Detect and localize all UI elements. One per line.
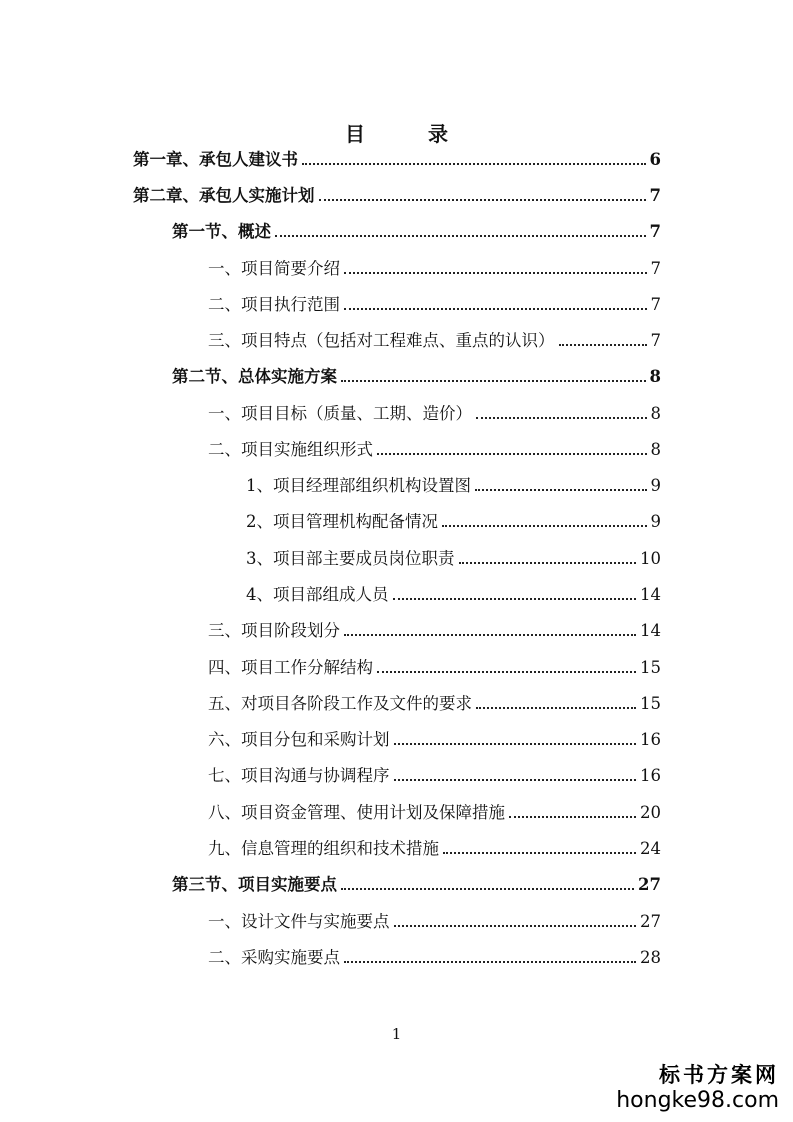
toc-leader-dots: [394, 779, 637, 781]
toc-leader-dots: [341, 380, 646, 382]
toc-entry[interactable]: [208, 293, 661, 317]
toc-entry-page: 7: [649, 222, 661, 241]
toc-leader-dots: [443, 852, 636, 854]
toc-entry-label: 七、项目沟通与协调程序: [208, 766, 390, 785]
toc-entry[interactable]: [208, 837, 661, 861]
toc-leader-dots: [459, 562, 637, 564]
toc-leader-dots: [377, 453, 647, 455]
toc-entry-page: 8: [650, 404, 661, 423]
toc-leader-dots: [394, 925, 637, 927]
toc-leader-dots: [319, 199, 646, 201]
toc-entry-label: 一、项目目标（质量、工期、造价）: [208, 404, 472, 423]
toc-entry-page: 9: [650, 512, 661, 531]
toc-entry-page: 8: [650, 440, 661, 459]
watermark-name: 标书方案网: [659, 1062, 779, 1087]
toc-entry-label: 一、设计文件与实施要点: [208, 912, 390, 931]
toc-entry[interactable]: [246, 510, 661, 534]
toc-entry-page: 15: [640, 694, 661, 713]
toc-title: 目 录: [345, 122, 476, 146]
toc-entry-label: 九、信息管理的组织和技术措施: [208, 839, 439, 858]
toc-entry[interactable]: [208, 619, 661, 643]
toc-entry[interactable]: [208, 656, 661, 680]
toc-leader-dots: [344, 961, 636, 963]
toc-entry-page: 20: [640, 803, 661, 822]
toc-leader-dots: [442, 525, 647, 527]
toc-entry-page: 16: [640, 766, 661, 785]
toc-entry-label: 八、项目资金管理、使用计划及保障措施: [208, 803, 505, 822]
toc-entry-label: 二、采购实施要点: [208, 948, 340, 967]
page-number: 1: [391, 1025, 402, 1043]
toc-entry-label: 六、项目分包和采购计划: [208, 730, 390, 749]
toc-entry-label: 一、项目简要介绍: [208, 259, 340, 278]
toc-leader-dots: [302, 163, 646, 165]
toc-leader-dots: [344, 634, 636, 636]
toc-entry[interactable]: [246, 547, 661, 571]
toc-entry-page: 16: [640, 730, 661, 749]
toc-entry[interactable]: [246, 474, 661, 498]
toc-entry-label: 第一节、概述: [172, 222, 271, 241]
toc-entry-label: 3、项目部主要成员岗位职责: [246, 549, 455, 568]
toc-entry[interactable]: [208, 329, 661, 353]
toc-leader-dots: [559, 344, 647, 346]
toc-entry[interactable]: [172, 873, 661, 897]
toc-leader-dots: [475, 489, 647, 491]
toc-entry-label: 四、项目工作分解结构: [208, 658, 373, 677]
toc-entry-page: 6: [649, 150, 661, 169]
toc-entry-page: 9: [650, 476, 661, 495]
watermark-logo: [616, 1062, 779, 1114]
toc-entry-page: 14: [640, 621, 661, 640]
toc-leader-dots: [341, 888, 634, 890]
toc-entry[interactable]: [208, 257, 661, 281]
toc-entry[interactable]: [246, 583, 661, 607]
toc-leader-dots: [476, 417, 647, 419]
toc-entry-page: 7: [650, 259, 661, 278]
toc-leader-dots: [344, 308, 647, 310]
toc-entry-page: 24: [640, 839, 661, 858]
toc-entry[interactable]: [172, 365, 661, 389]
toc-entry[interactable]: [208, 946, 661, 970]
toc-entry[interactable]: [208, 728, 661, 752]
toc-entry-page: 10: [640, 549, 661, 568]
toc-entry-label: 二、项目实施组织形式: [208, 440, 373, 459]
toc-entry[interactable]: [208, 801, 661, 825]
toc-entry[interactable]: [208, 764, 661, 788]
toc-entry-page: 15: [640, 658, 661, 677]
toc-entry-page: 27: [638, 875, 661, 894]
toc-leader-dots: [476, 707, 636, 709]
toc-entry[interactable]: [172, 220, 661, 244]
toc-entry-label: 五、对项目各阶段工作及文件的要求: [208, 694, 472, 713]
toc-leader-dots: [344, 272, 647, 274]
toc-leader-dots: [393, 598, 637, 600]
toc-entry-label: 4、项目部组成人员: [246, 585, 389, 604]
toc-leader-dots: [377, 671, 636, 673]
toc-leader-dots: [394, 743, 637, 745]
toc-entry-label: 三、项目阶段划分: [208, 621, 340, 640]
toc-entry-label: 第一章、承包人建议书: [133, 150, 298, 169]
toc-entry-label: 1、项目经理部组织机构设置图: [246, 476, 471, 495]
toc-entry-label: 第二节、总体实施方案: [172, 367, 337, 386]
watermark-url: hongke98.com: [616, 1088, 779, 1113]
toc-entry-label: 第三节、项目实施要点: [172, 875, 337, 894]
toc-entry[interactable]: [208, 438, 661, 462]
toc-entry[interactable]: [208, 692, 661, 716]
toc-entry-label: 三、项目特点（包括对工程难点、重点的认识）: [208, 331, 555, 350]
toc-leader-dots: [275, 235, 646, 237]
toc-entry[interactable]: [133, 184, 661, 208]
toc-entry-page: 14: [640, 585, 661, 604]
toc-entry[interactable]: [208, 402, 661, 426]
toc-entry-page: 7: [650, 295, 661, 314]
toc-entry-label: 二、项目执行范围: [208, 295, 340, 314]
toc-entry-label: 第二章、承包人实施计划: [133, 186, 315, 205]
toc-entry-label: 2、项目管理机构配备情况: [246, 512, 438, 531]
toc-entry-page: 28: [640, 948, 661, 967]
toc-entry-page: 7: [649, 186, 661, 205]
toc-leader-dots: [509, 816, 636, 818]
toc-entry-page: 8: [649, 367, 661, 386]
toc-entry-page: 27: [640, 912, 661, 931]
toc-entry[interactable]: [133, 148, 661, 172]
toc-entry[interactable]: [208, 910, 661, 934]
toc-entry-page: 7: [650, 331, 661, 350]
